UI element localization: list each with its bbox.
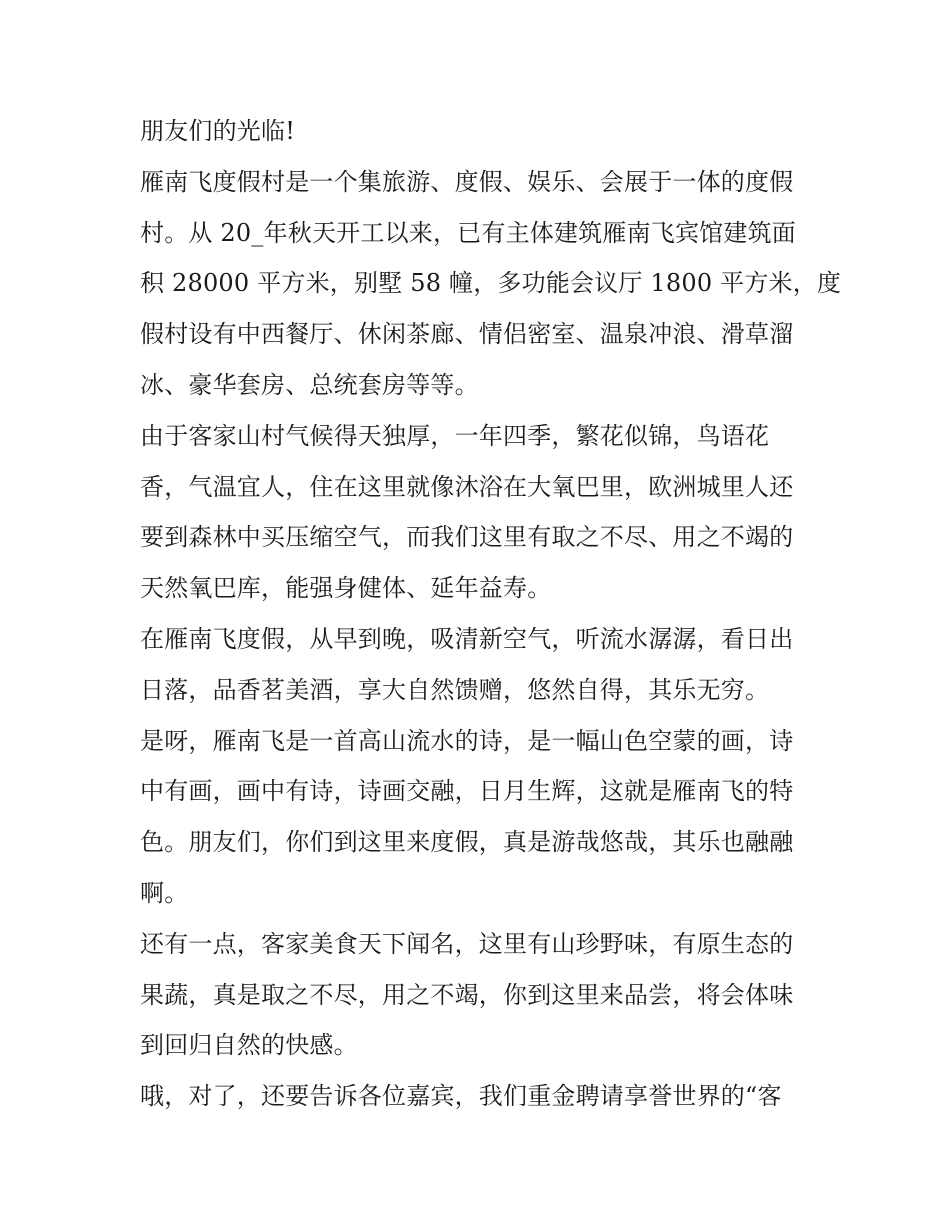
text-line: 在雁南飞度假，从早到晚，吸清新空气，听流水潺潺，看日出: [140, 624, 794, 653]
text-line: 色。朋友们，你们到这里来度假，真是游哉悠哉，其乐也融融: [140, 828, 794, 857]
text-line: 冰、豪华套房、总统套房等等。: [140, 370, 479, 399]
document-body: [140, 106, 842, 1122]
text-line: 啊。: [140, 878, 189, 907]
text-line: 天然氧巴库，能强身健体、延年益寿。: [140, 574, 552, 603]
text-line: 果蔬，真是取之不尽，用之不竭，你到这里来品尝，将会体味: [140, 980, 794, 1009]
text-line: 假村设有中西餐厅、休闲茶廊、情侣密室、温泉冲浪、滑草溜: [140, 320, 794, 349]
text-line: 朋友们的光临!: [140, 117, 296, 145]
text-line: 积 28000 平方米，别墅 58 幢，多功能会议厅 1800 平方米，度: [140, 269, 842, 298]
text-line: 村。从 20_年秋天开工以来，已有主体建筑雁南飞宾馆建筑面: [140, 218, 796, 247]
text-line: 还有一点，客家美食天下闻名，这里有山珍野味，有原生态的: [140, 929, 794, 958]
text-line: 是呀，雁南飞是一首高山流水的诗，是一幅山色空蒙的画，诗: [140, 726, 794, 755]
text-line: 由于客家山村气候得天独厚，一年四季，繁花似锦，鸟语花: [140, 421, 770, 450]
text-line: 香，气温宜人，住在这里就像沐浴在大氧巴里，欧洲城里人还: [140, 472, 794, 501]
text-line: 雁南飞度假村是一个集旅游、度假、娱乐、会展于一体的度假: [140, 167, 794, 196]
text-line: 中有画，画中有诗，诗画交融，日月生辉，这就是雁南飞的特: [140, 777, 794, 806]
text-line: 要到森林中买压缩空气，而我们这里有取之不尽、用之不竭的: [140, 523, 794, 552]
text-line: 哦，对了，还要告诉各位嘉宾，我们重金聘请享誉世界的“客: [140, 1082, 782, 1111]
text-line: 到回归自然的快感。: [140, 1031, 358, 1060]
text-line: 日落，品香茗美酒，享大自然馈赠，悠然自得，其乐无穷。: [140, 675, 770, 704]
